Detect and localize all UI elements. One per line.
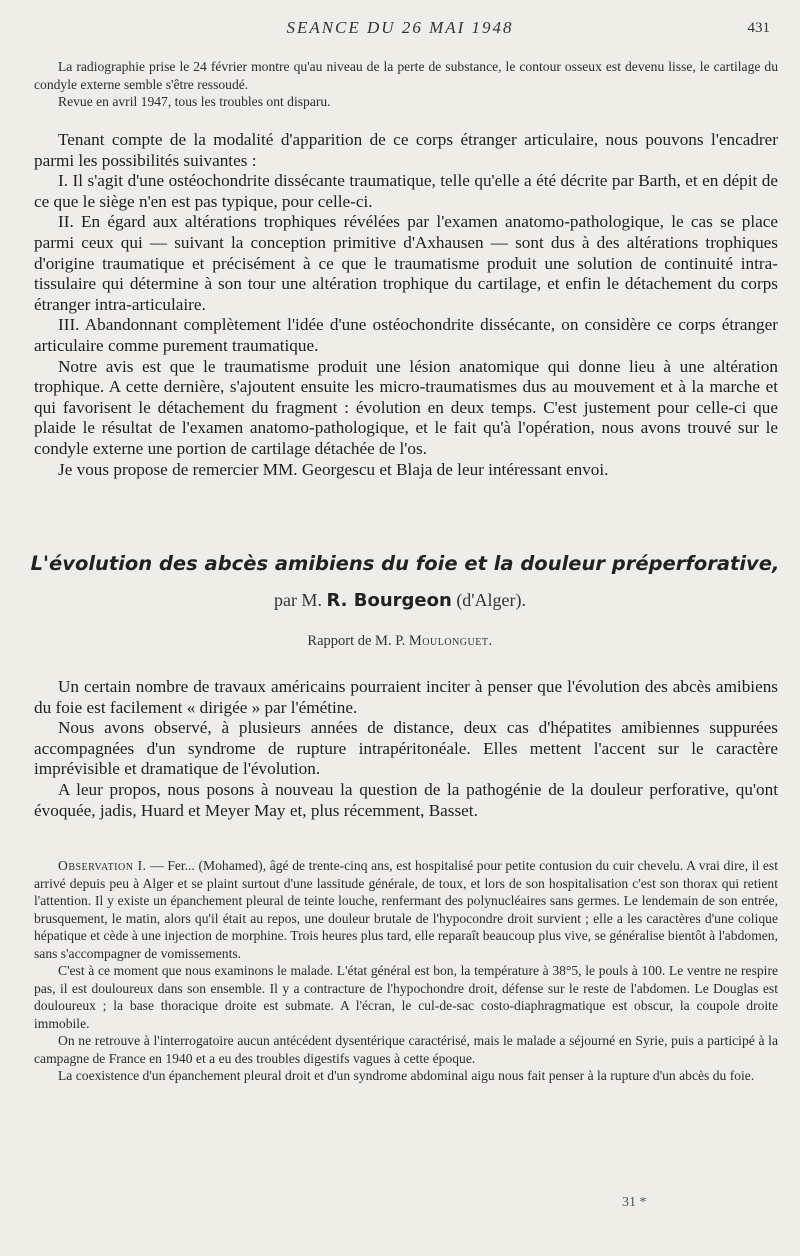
discussion-paragraph: Tenant compte de la modalité d'apparition de ce corps étranger articulaire, nous pouvons l'encadrer parmi les possibilités suivantes : xyxy=(34,130,778,170)
discussion-paragraph: III. Abandonnant complètement l'idée d'une ostéochondrite dissécante, on considère ce corps étranger articulaire comme purement traumatique. xyxy=(34,315,778,355)
signature-mark: 31 * xyxy=(622,1195,647,1210)
running-head xyxy=(0,14,800,44)
article-title: L'évolution des abcès amibiens du foie et la douleur préperforative, xyxy=(30,552,780,575)
discussion xyxy=(34,130,778,480)
top-note-paragraph: La radiographie prise le 24 février montre qu'au niveau de la perte de substance, le contour osseux est devenu lisse, le cartilage du condyle externe semble s'être ressoudé. xyxy=(34,59,778,92)
top-note xyxy=(34,58,778,111)
observation-paragraph xyxy=(34,857,778,962)
author-affiliation: (d'Alger). xyxy=(456,590,527,610)
observation-paragraph: La coexistence d'un épanchement pleural droit et d'un syndrome abdominal aigu nous fait penser à la rupture d'un abcès du foie. xyxy=(58,1068,755,1083)
observation-text: — Fer... (Mohamed), âgé de trente-cinq ans, est hospitalisé pour petite contusion du cuir chevelu. A vrai dire, il est arrivé depuis peu à Alger et se plaint surtout d'une lassitude générale, de toux, et lors de son hospitalisation c'est son thorax qui retient l'attention. Il y existe un épanchement pleural de teinte louche, renfermant des polynucléaires sans germes. Le lendemain de son entrée, brusquement, le matin, alors qu'il était au repos, une douleur brutale de l'hypocondre droit survient ; elle a les caractères d'une colique hépatique et cède à une injection de morphine. Trois heures plus tard, elle reparaît beaucoup plus vive, se généralise bientôt à l'abdomen, sans s'accompagner de vomissements. xyxy=(34,858,778,961)
article-body xyxy=(34,677,778,821)
observation-paragraph: C'est à ce moment que nous examinons le malade. L'état général est bon, la température à 38°5, le pouls à 100. Le ventre ne respire pas, il est douloureux dans son ensemble. Il y a contracture de l'hypochondre droit, défense sur le reste de l'abdomen. Le Douglas est douloureux ; la base thoracique droite est submate. A l'écran, le cul-de-sac costo-diaphragmatique est obscur, la coupole droite immobile. xyxy=(34,963,778,1031)
top-note-paragraph: Revue en avril 1947, tous les troubles ont disparu. xyxy=(58,94,331,109)
discussion-paragraph: Je vous propose de remercier MM. Georgescu et Blaja de leur intéressant envoi. xyxy=(58,459,609,479)
page-number: 431 xyxy=(747,20,770,36)
discussion-paragraph: II. En égard aux altérations trophiques révélées par l'examen anatomo-pathologique, le cas se place parmi ceux qui — suivant la conception primitive d'Axhausen — sont dus à des altérations trophiques d'origine traumatique et précisément à ce que le traumatisme produit une solution de continuité intra-tissulaire qui détermine à son tour une altération trophique du cartilage, et enfin le détachement du corps étranger intra-articulaire. xyxy=(34,212,778,314)
observation-paragraph: On ne retrouve à l'interrogatoire aucun antécédent dysentérique caractérisé, mais le malade a séjourné en Syrie, puis a participé à la campagne de France en 1940 et a eu des troubles digestifs vagues à cette époque. xyxy=(34,1033,778,1066)
byline xyxy=(0,590,800,611)
article-paragraph: Un certain nombre de travaux américains pourraient inciter à penser que l'évolution des abcès amibiens du foie est facilement « dirigée » par l'émétine. xyxy=(34,677,778,717)
article-paragraph: Nous avons observé, à plusieurs années de distance, deux cas d'hépatites amibiennes suppurées accompagnées d'un syndrome de rupture intrapéritonéale. Elles mettent l'accent sur le caractère imprévisible et dramatique de l'évolution. xyxy=(34,718,778,779)
report-line xyxy=(0,633,800,650)
author-name: R. Bourgeon xyxy=(326,590,452,611)
report-prefix: Rapport de M. P. xyxy=(307,633,406,649)
observation xyxy=(34,857,778,1085)
observation-label: Observation I. xyxy=(58,858,147,873)
running-title: SEANCE DU 26 MAI 1948 xyxy=(286,18,514,37)
discussion-paragraph: Notre avis est que le traumatisme produit une lésion anatomique qui donne lieu à une altération trophique. A cette dernière, s'ajoutent ensuite les micro-traumatismes dus au mouvement et à la marche et qui favorisent le détachement du fragment : évolution en deux temps. C'est justement pour celle-ci que plaide le résultat de l'examen anatomo-pathologique, et le fait qu'à l'opération, nous avons trouvé sur le condyle externe une portion de cartilage détachée de l'os. xyxy=(34,356,778,458)
discussion-paragraph: I. Il s'agit d'une ostéochondrite dissécante traumatique, telle qu'elle a été décrite par Barth, et en dépit de ce que le siège n'en est pas typique, pour celle-ci. xyxy=(34,171,778,211)
reporter-name: Moulonguet. xyxy=(408,633,493,649)
article-paragraph: A leur propos, nous posons à nouveau la question de la pathogénie de la douleur perforative, qu'ont évoquée, jadis, Huard et Meyer May et, plus récemment, Basset. xyxy=(34,779,778,820)
byline-prefix: par M. xyxy=(273,590,322,610)
